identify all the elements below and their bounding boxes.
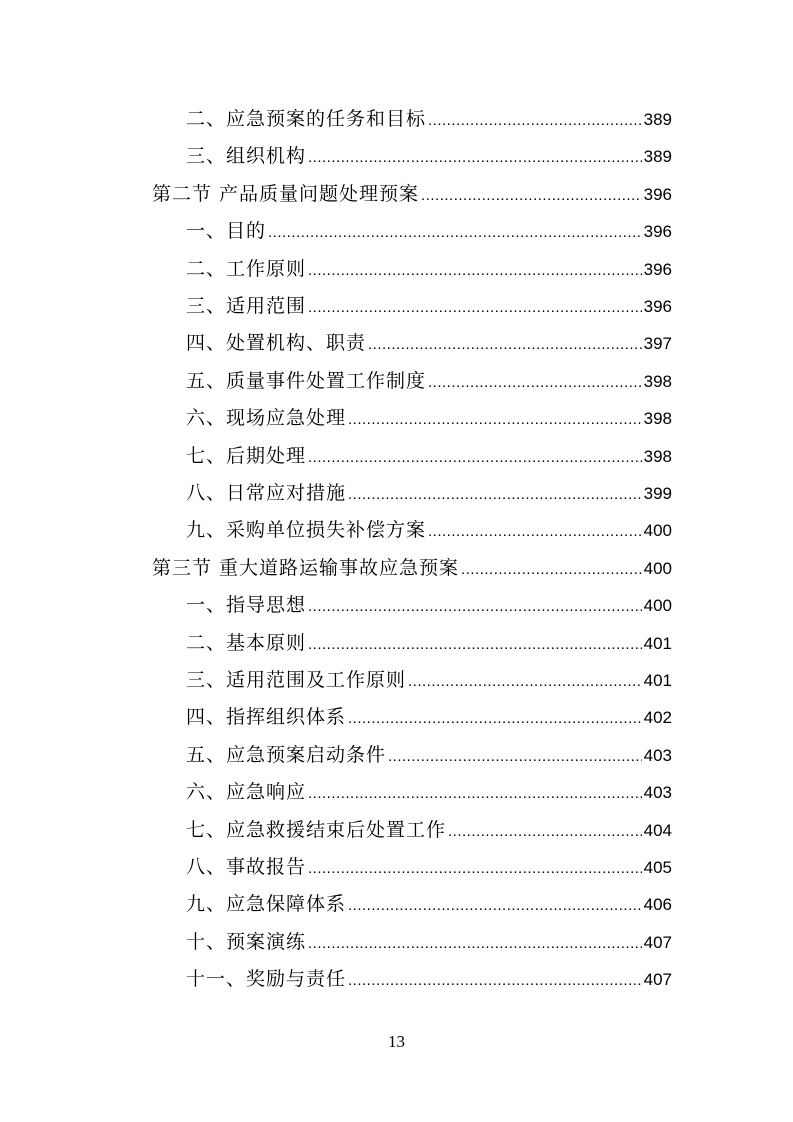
toc-dot-leader bbox=[308, 779, 642, 809]
toc-entry-title: 三、适用范围 bbox=[186, 295, 307, 317]
toc-dot-leader bbox=[268, 218, 642, 248]
toc-entry[interactable] bbox=[186, 141, 672, 171]
toc-entry-page: 396 bbox=[643, 297, 672, 316]
toc-entry[interactable] bbox=[186, 515, 672, 545]
toc-entry[interactable] bbox=[152, 179, 672, 209]
toc-entry[interactable] bbox=[186, 104, 672, 134]
toc-dot-leader bbox=[308, 929, 642, 959]
toc-entry-page: 400 bbox=[643, 596, 672, 616]
toc-dot-leader bbox=[348, 480, 642, 510]
toc-entry-page: 396 bbox=[643, 259, 672, 279]
toc-entry[interactable] bbox=[186, 254, 672, 284]
toc-entry[interactable] bbox=[186, 740, 672, 770]
toc-dot-leader bbox=[428, 106, 642, 136]
toc-entry[interactable] bbox=[186, 964, 672, 994]
toc-entry[interactable] bbox=[186, 291, 672, 321]
toc-dot-leader bbox=[368, 330, 642, 360]
toc-entry-page: 389 bbox=[643, 147, 672, 167]
toc-dot-leader bbox=[348, 405, 642, 435]
toc-entry[interactable] bbox=[186, 441, 672, 471]
toc-entry[interactable] bbox=[186, 628, 672, 658]
toc-entry-title: 十、预案演练 bbox=[186, 930, 307, 953]
toc-dot-leader bbox=[388, 742, 642, 772]
toc-entry-page: 399 bbox=[643, 484, 672, 503]
toc-entry[interactable] bbox=[186, 889, 672, 919]
toc-entry-title: 二、工作原则 bbox=[186, 257, 307, 280]
toc-entry-title: 九、应急保障体系 bbox=[186, 893, 347, 916]
toc-entry-title: 二、基本原则 bbox=[186, 631, 307, 654]
toc-dot-leader bbox=[308, 293, 642, 323]
toc-entry-title: 五、质量事件处置工作制度 bbox=[186, 369, 427, 392]
toc-entry-page: 397 bbox=[643, 334, 672, 354]
toc-dot-leader bbox=[308, 256, 642, 286]
toc-dot-leader bbox=[348, 891, 642, 921]
toc-entry-title: 五、应急预案启动条件 bbox=[186, 743, 387, 766]
toc-entry-title: 八、日常应对措施 bbox=[186, 482, 347, 504]
toc-entry-page: 403 bbox=[643, 783, 672, 803]
toc-entry-title: 十一、奖励与责任 bbox=[186, 968, 347, 991]
toc-entry-title: 六、现场应急处理 bbox=[186, 407, 347, 430]
toc-entry-page: 398 bbox=[643, 371, 672, 391]
toc-dot-leader bbox=[308, 592, 642, 622]
toc-entry[interactable] bbox=[186, 403, 672, 433]
toc-entry[interactable] bbox=[186, 665, 672, 695]
toc-entry-title: 四、指挥组织体系 bbox=[186, 706, 347, 729]
toc-entry-page: 396 bbox=[643, 222, 672, 242]
toc-entry-title: 一、目的 bbox=[186, 220, 267, 243]
toc-entry-title: 六、应急响应 bbox=[186, 781, 307, 804]
toc-entry-title: 八、事故报告 bbox=[186, 856, 307, 878]
toc-dot-leader bbox=[348, 966, 642, 996]
toc-dot-leader bbox=[461, 555, 642, 585]
toc-entry-page: 402 bbox=[643, 708, 672, 728]
toc-dot-leader bbox=[421, 181, 642, 211]
toc-entry-page: 406 bbox=[643, 895, 672, 915]
toc-entry[interactable] bbox=[186, 702, 672, 732]
toc-entry[interactable] bbox=[186, 366, 672, 396]
toc-dot-leader bbox=[308, 143, 642, 173]
toc-dot-leader bbox=[428, 368, 642, 398]
toc-entry-title: 三、组织机构 bbox=[186, 145, 307, 168]
toc-dot-leader bbox=[308, 443, 642, 473]
toc-dot-leader bbox=[408, 667, 642, 697]
toc-entry-page: 398 bbox=[643, 409, 672, 429]
toc-entry-title: 九、采购单位损失补偿方案 bbox=[186, 519, 427, 542]
toc-entry-title: 第三节 重大道路运输事故应急预案 bbox=[152, 556, 460, 579]
toc-entry-title: 七、后期处理 bbox=[186, 444, 307, 467]
toc-entry[interactable] bbox=[186, 815, 672, 845]
toc-entry[interactable] bbox=[186, 927, 672, 957]
toc-dot-leader bbox=[448, 817, 642, 847]
toc-dot-leader bbox=[348, 704, 642, 734]
toc-entry-page: 407 bbox=[643, 970, 672, 990]
toc-entry-page: 398 bbox=[643, 446, 672, 466]
toc-dot-leader bbox=[308, 854, 642, 884]
toc-dot-leader bbox=[308, 630, 642, 660]
toc-entry[interactable] bbox=[152, 553, 672, 583]
toc-entry-page: 404 bbox=[643, 820, 672, 840]
toc-entry-page: 389 bbox=[643, 110, 672, 129]
toc-entry-title: 七、应急救援结束后处置工作 bbox=[186, 818, 447, 841]
toc-entry[interactable] bbox=[186, 216, 672, 246]
toc-entry-title: 三、适用范围及工作原则 bbox=[186, 669, 407, 691]
toc-entry[interactable] bbox=[186, 590, 672, 620]
toc-entry-page: 400 bbox=[643, 521, 672, 541]
toc-entry-page: 401 bbox=[643, 671, 672, 690]
toc-entry[interactable] bbox=[186, 852, 672, 882]
toc-entry[interactable] bbox=[186, 328, 672, 358]
toc-entry-title: 四、处置机构、职责 bbox=[186, 332, 367, 355]
toc-entry[interactable] bbox=[186, 478, 672, 508]
toc-entry-title: 一、指导思想 bbox=[186, 594, 307, 617]
page-number: 13 bbox=[388, 1032, 405, 1051]
toc-entry[interactable] bbox=[186, 777, 672, 807]
toc-entry-page: 405 bbox=[643, 858, 672, 877]
toc-entry-page: 396 bbox=[643, 184, 672, 204]
toc-entry-title: 二、应急预案的任务和目标 bbox=[186, 108, 427, 130]
toc-entry-title: 第二节 产品质量问题处理预案 bbox=[152, 182, 420, 205]
toc-entry-page: 400 bbox=[643, 558, 672, 578]
toc-dot-leader bbox=[428, 517, 642, 547]
toc-entry-page: 403 bbox=[643, 745, 672, 765]
toc-entry-page: 401 bbox=[643, 633, 672, 653]
toc-entry-page: 407 bbox=[643, 932, 672, 952]
